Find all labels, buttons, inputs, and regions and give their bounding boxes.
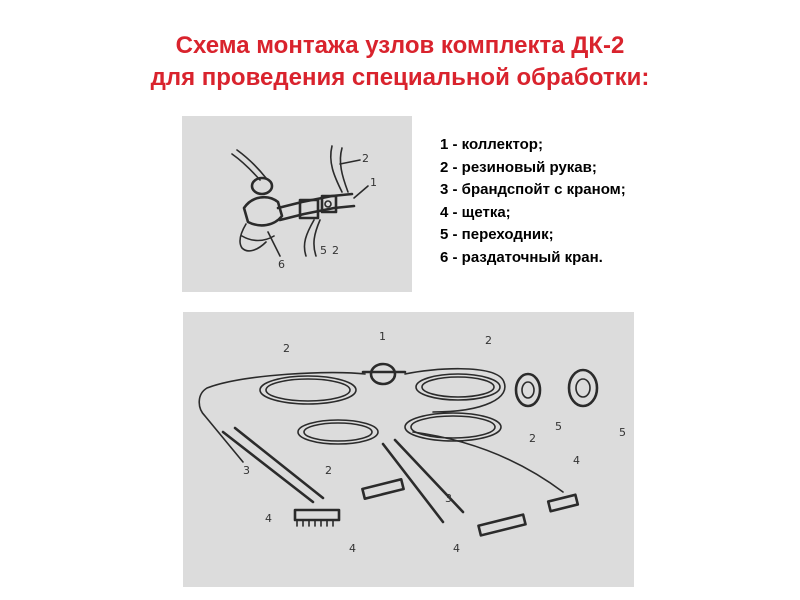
rubber-hose [304, 220, 314, 256]
valve-body [252, 178, 272, 194]
spray-gun [223, 432, 313, 502]
label-2b: 2 [332, 244, 339, 257]
label-5: 5 [320, 244, 327, 257]
hose-coil [411, 416, 495, 438]
spray-gun [235, 428, 323, 498]
label-3: 3 [243, 464, 250, 477]
hose-line [237, 150, 266, 178]
collector-assembly-drawing [182, 116, 412, 292]
label-2: 2 [283, 342, 290, 355]
leader-line [340, 160, 360, 164]
spray-gun [395, 440, 463, 512]
hose-coil [405, 413, 501, 441]
rubber-hose [340, 148, 348, 192]
legend-item: 1 - коллектор; [440, 136, 543, 153]
hose-coil [416, 374, 500, 400]
legend-item: 4 - щетка; [440, 203, 511, 221]
label-1: 1 [379, 330, 386, 343]
legend-item: 5 - переходник; [440, 226, 554, 243]
title-line-2: для проведения специальной обработки: [150, 64, 650, 91]
label-2: 2 [529, 432, 536, 445]
label-4: 4 [265, 512, 272, 525]
dispensing-valve [244, 197, 282, 225]
legend-item: 6 - раздаточный кран. [440, 248, 603, 266]
label-4: 4 [349, 542, 356, 555]
adapter [569, 370, 597, 406]
label-5: 5 [555, 420, 562, 433]
kit-layout-drawing [183, 312, 634, 587]
page-title [0, 30, 800, 94]
collector-assembly-figure [182, 116, 412, 292]
label-4: 4 [453, 542, 460, 555]
adapter [522, 382, 534, 398]
label-2: 2 [325, 464, 332, 477]
title-line-1: Схема монтажа узлов комплекта ДК-2 [175, 32, 625, 59]
hose-coil [304, 423, 372, 441]
label-1: 1 [370, 176, 377, 189]
hose-coil [266, 379, 350, 401]
label-5: 5 [619, 426, 626, 439]
label-6: 6 [278, 258, 285, 271]
parts-legend [440, 134, 626, 269]
collector-port [325, 201, 331, 207]
legend-item: 3 - брандспойт с краном; [440, 181, 626, 198]
label-2: 2 [362, 152, 369, 165]
legend-item: 2 - резиновый рукав; [440, 158, 597, 176]
hose-line [199, 373, 365, 462]
brush [548, 495, 578, 511]
brush [295, 510, 339, 520]
hose-coil [260, 376, 356, 404]
collector [371, 364, 395, 384]
label-2: 2 [485, 334, 492, 347]
label-3: 3 [445, 492, 452, 505]
leader-line [354, 186, 368, 198]
kit-layout-figure [183, 312, 634, 587]
hose-coil [422, 377, 494, 397]
hose-line [405, 369, 505, 412]
label-4: 4 [573, 454, 580, 467]
brush [362, 479, 403, 498]
brush [478, 515, 525, 536]
valve-handle [242, 236, 274, 241]
adapter [516, 374, 540, 406]
adapter [576, 379, 590, 397]
brush-bristles [297, 520, 333, 526]
